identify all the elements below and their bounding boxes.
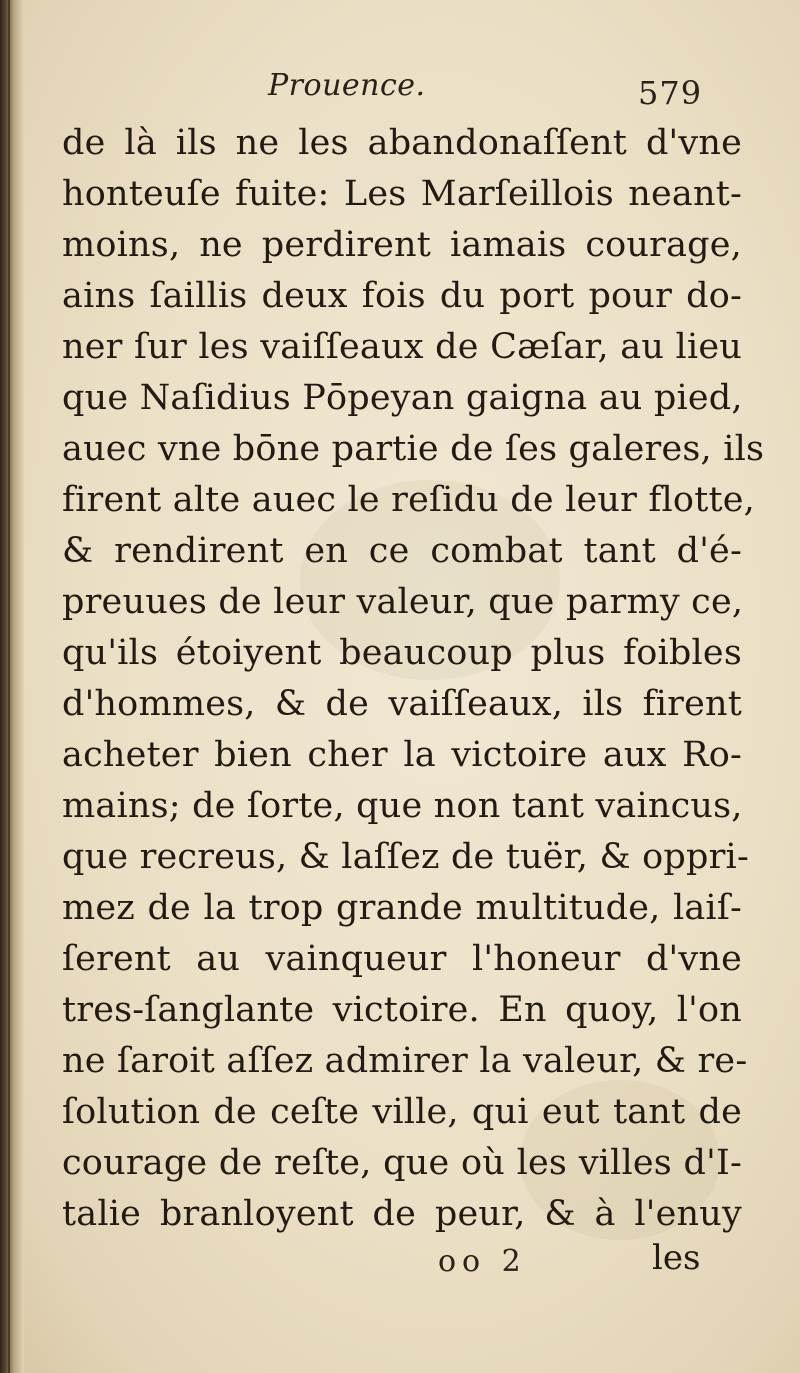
- text-line: ſolution de ceſte ville, qui eut tant de: [62, 1092, 742, 1132]
- text-line: d'hommes, & de vaiſſeaux, ils firent: [62, 684, 742, 724]
- text-line: & rendirent en ce combat tant d'é-: [62, 531, 742, 571]
- text-line: tres-ſanglante victoire. En quoy, l'on: [62, 990, 742, 1030]
- text-line: ne ſaroit aſſez admirer la valeur, & re-: [62, 1041, 748, 1081]
- book-binding: [0, 0, 24, 1373]
- running-head: Prouence.: [268, 68, 426, 103]
- text-line: que Naſidius Pōpeyan gaigna au pied,: [62, 378, 743, 418]
- text-line: ains ſaillis deux fois du port pour do-: [62, 276, 742, 316]
- signature-mark: oo 2: [438, 1244, 527, 1279]
- text-line: moins, ne perdirent iamais courage,: [62, 225, 742, 265]
- text-line: de là ils ne les abandonaſſent d'vne: [62, 123, 742, 163]
- page-header: [0, 60, 800, 120]
- text-line: preuues de leur valeur, que parmy ce,: [62, 582, 744, 622]
- text-line: firent alte auec le reſidu de leur flotte,: [62, 480, 755, 520]
- text-line: qu'ils étoiyent beaucoup plus foibles: [62, 633, 742, 673]
- text-line: que recreus, & laſſez de tuër, & oppri-: [62, 837, 749, 877]
- text-line: auec vne bōne partie de ſes galeres, ils: [62, 429, 765, 469]
- body-text: [62, 118, 765, 1240]
- text-line: mains; de ſorte, que non tant vaincus,: [62, 786, 743, 826]
- page-number: 579: [638, 74, 703, 112]
- text-line: talie branloyent de peur, & à l'enuy: [62, 1194, 742, 1234]
- catchword: les: [652, 1238, 701, 1278]
- page-footer: [0, 1230, 800, 1290]
- text-line: ner ſur les vaiſſeaux de Cæſar, au lieu: [62, 327, 742, 367]
- binding-edge: [8, 0, 10, 1373]
- text-line: acheter bien cher la victoire aux Ro-: [62, 735, 742, 775]
- text-line: mez de la trop grande multitude, laiſ-: [62, 888, 742, 928]
- text-line: ſerent au vainqueur l'honeur d'vne: [62, 939, 742, 979]
- text-line: courage de reſte, que où les villes d'I-: [62, 1143, 742, 1183]
- text-line: honteuſe fuite: Les Marſeillois neant-: [62, 174, 742, 214]
